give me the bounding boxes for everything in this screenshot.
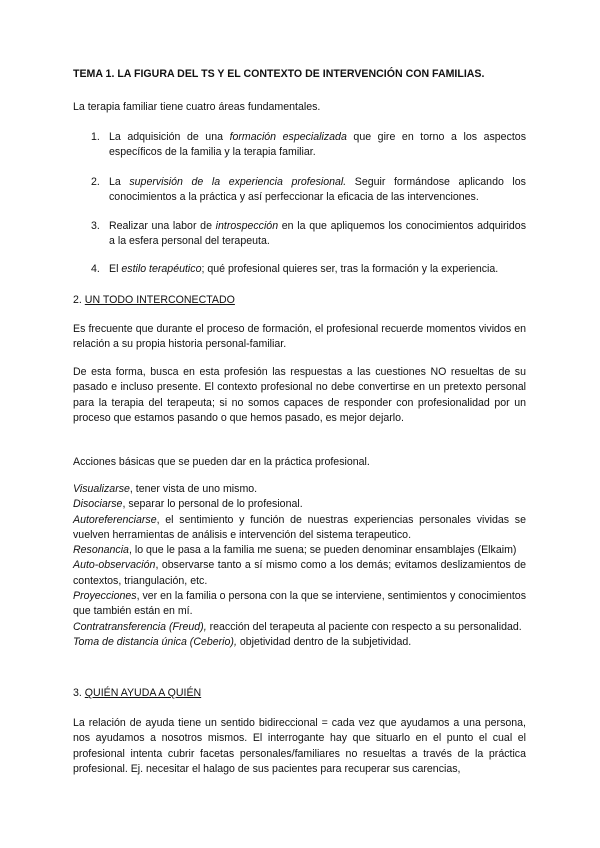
actions-list xyxy=(73,482,526,650)
list-number: 1. xyxy=(91,131,100,143)
list-item-text: El estilo terapéutico; qué profesional quieres ser, tras la formación y la experiencia. xyxy=(109,263,499,275)
section-heading: 3. QUIÉN AYUDA A QUIÉN xyxy=(73,687,202,699)
list-item: Auto-observación, observarse tanto a sí mismo como a los demás; evitamos deslizamientos de contextos, triangulación, etc. xyxy=(73,559,526,587)
list-item: Contratransferencia (Freud), reacción del terapeuta al paciente con respecto a su personalidad. xyxy=(73,620,522,633)
list-number: 2. xyxy=(91,176,100,188)
intro-paragraph: La terapia familiar tiene cuatro áreas fundamentales. xyxy=(73,101,321,113)
list-number: 3. xyxy=(91,220,100,232)
list-item: Resonancia, lo que le pasa a la familia me suena; se pueden denominar ensamblajes (Elkaim) xyxy=(73,544,517,557)
list-item: Visualizarse, tener vista de uno mismo. xyxy=(73,483,258,495)
paragraph: Es frecuente que durante el proceso de formación, el profesional recuerde momentos vividos en relación a su propia historia personal-familiar. xyxy=(73,323,526,351)
list-item-text: Realizar una labor de introspección en la que apliquemos los conocimientos adquiridos a la esfera personal del terapeuta. xyxy=(109,220,526,248)
list-item-text: La adquisición de una formación especializada que gire en torno a los aspectos específicos de la familia y la terapia familiar. xyxy=(109,131,526,159)
list-item: Toma de distancia única (Ceberio), objetividad dentro de la subjetividad. xyxy=(73,635,412,648)
section-heading: 2. UN TODO INTERCONECTADO xyxy=(73,294,235,306)
list-number: 4. xyxy=(91,263,100,275)
paragraph: Acciones básicas que se pueden dar en la práctica profesional. xyxy=(73,456,370,468)
list-item-text: La supervisión de la experiencia profesional. Seguir formándose aplicando los conocimientos a la práctica y así perfeccionar la eficacia de las intervenciones. xyxy=(109,176,526,204)
paragraph: De esta forma, busca en esta profesión las respuestas a las cuestiones NO resueltas de su pasado e incluso presente. El contexto profesional no debe convertirse en un pretexto personal para la terapia del terapeuta; si no somos capaces de responder con profesionalidad por un proceso que estamos pasando o que hemos pasado, es mejor dejarlo. xyxy=(73,366,526,424)
page-title: TEMA 1. LA FIGURA DEL TS Y EL CONTEXTO DE INTERVENCIÓN CON FAMILIAS. xyxy=(73,68,485,80)
list-item: Proyecciones, ver en la familia o persona con la que se interviene, sentimientos y conocimientos que también están en mí. xyxy=(73,590,526,618)
list-item: Autoreferenciarse, el sentimiento y función de nuestras experiencias personales vividas se vuelven herramientas de análisis e intervención del sistema terapeutico. xyxy=(73,513,526,541)
paragraph: La relación de ayuda tiene un sentido bidireccional = cada vez que ayudamos a una persona, nos ayudamos a nosotros mismos. El interrogante hay que situarlo en el punto el cual el profesional intenta cubrir facetas personales/familiares no resueltas a través de la práctica profesional. Ej. necesitar el halago de sus pacientes para recuperar sus carencias, xyxy=(73,717,526,775)
list-item: Disociarse, separar lo personal de lo profesional. xyxy=(73,498,303,511)
